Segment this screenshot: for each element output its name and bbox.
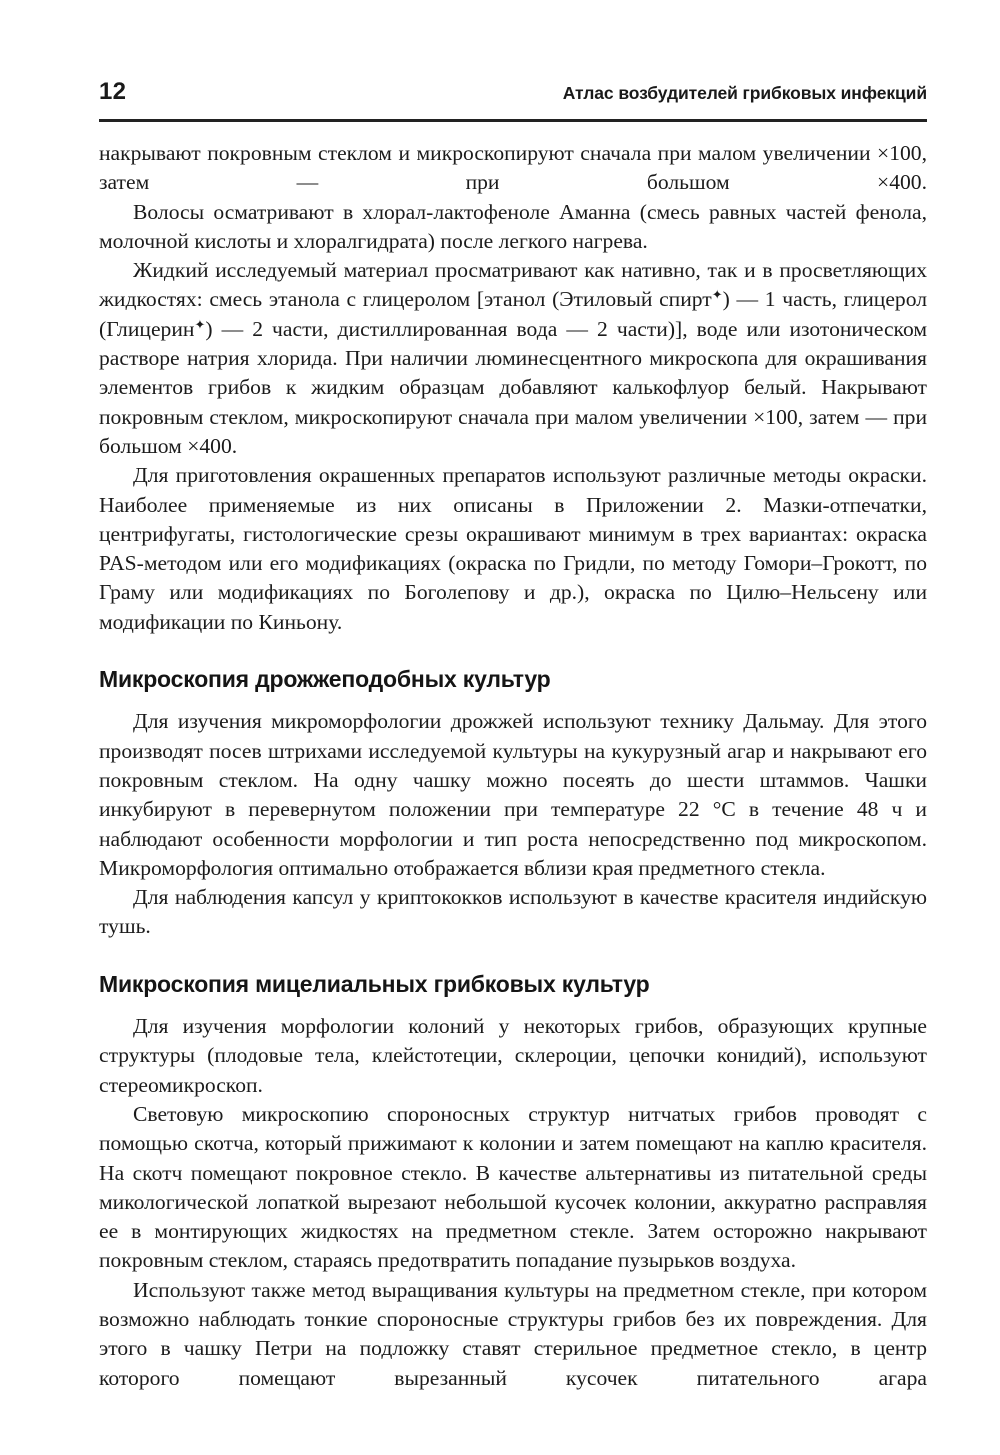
- page-content: [99, 78, 927, 1393]
- heading-spacer: [99, 637, 927, 665]
- body-text: [99, 139, 927, 1393]
- paragraph: Волосы осматривают в хлорал-лактофеноле Аманна (смесь равных частей фенола, молочной кислоты и хлоралгидрата) после легкого нагрева.: [99, 199, 927, 253]
- trademark-star-icon: ✦: [194, 316, 206, 332]
- paragraph: Используют также метод выращивания культуры на предметном стекле, при котором возможно наблюдать тонкие спороносные структуры грибов без их повреждения. Для этого в чашку Петри на подложку ставят стерильное предметное стекло, в центр которого помещают вырезанный кусочек питательного агара: [99, 1277, 927, 1390]
- paragraph: Для приготовления окрашенных препаратов используют различные методы окраски. Наиболее применяемые из них описаны в Приложении 2. Мазки-отпечатки, центрифугаты, гистологические срезы окрашивают минимум в трех вариантах: окраска PAS-методом или его модификациях (окраска по Гридли, по методу Гомори–Грокотт, по Граму или модификациях по Боголепову и др.), окраска по Цилю–Нельсену или модификации по Киньону.: [99, 463, 927, 634]
- section-heading-mycelial-microscopy: Микроскопия мицелиальных грибковых культур: [99, 970, 650, 997]
- section-heading-yeast-microscopy: Микроскопия дрожжеподобных культур: [99, 666, 551, 693]
- paragraph: накрывают покровным стеклом и микроскопируют сначала при малом увеличении ×100, затем — при большом ×400.: [99, 141, 927, 195]
- running-title: Атлас возбудителей грибковых инфекций: [562, 83, 927, 103]
- trademark-star-icon: ✦: [711, 287, 723, 303]
- heading-spacer: [99, 942, 927, 970]
- paragraph: Световую микроскопию спороносных структур нитчатых грибов проводят с помощью скотча, который прижимают к колонии и затем помещают на каплю красителя. На скотч помещают покровное стекло. В качестве альтернативы из питательной среды микологической лопаткой вырезают небольшой кусочек колонии, аккуратно расправляя ее в монтирующих жидкостях на предметном стекле. Затем осторожно накрывают покровным стеклом, стараясь предотвратить попадание пузырьков воздуха.: [99, 1101, 927, 1273]
- paragraph: Для изучения микроморфологии дрожжей используют технику Дальмау. Для этого производят посев штрихами исследуемой культуры на кукурузный агар и накрывают его покровным стеклом. На одну чашку можно посеять до шести штаммов. Чашки инкубируют в перевернутом положении при температуре 22 °C в течение 48 ч и наблюдают особенности морфологии и тип роста непосредственно под микроскопом. Микроморфология оптимально отображается вблизи края предметного стекла.: [99, 709, 927, 880]
- paragraph: Жидкий исследуемый материал просматривают как нативно, так и в просветляющих жидкостях: смесь этанола с глицеролом [этанол (Этиловый спирт✦) — 1 часть, глицерол (Глицерин✦) — 2 части, дистиллированная вода — 2 части)], воде или изотоническом растворе натрия хлорида. При наличии люминесцентного микроскопа для окрашивания элементов грибов к жидким образцам добавляют калькофлуор белый. Накрывают покровным стеклом, микроскопируют сначала при малом увеличении ×100, затем — при большом ×400.: [99, 258, 927, 458]
- running-head: [99, 78, 927, 108]
- paragraph: Для наблюдения капсул у криптококков используют в качестве красителя индийскую тушь.: [99, 885, 927, 939]
- heading-spacer: [99, 999, 927, 1012]
- heading-spacer: [99, 694, 927, 707]
- paragraph: Для изучения морфологии колоний у некоторых грибов, образующих крупные структуры (плодовые тела, клейстотеции, склероции, цепочки конидий), используют стереомикроскоп.: [99, 1014, 927, 1097]
- header-divider: [99, 119, 927, 122]
- page-number: 12: [99, 78, 127, 105]
